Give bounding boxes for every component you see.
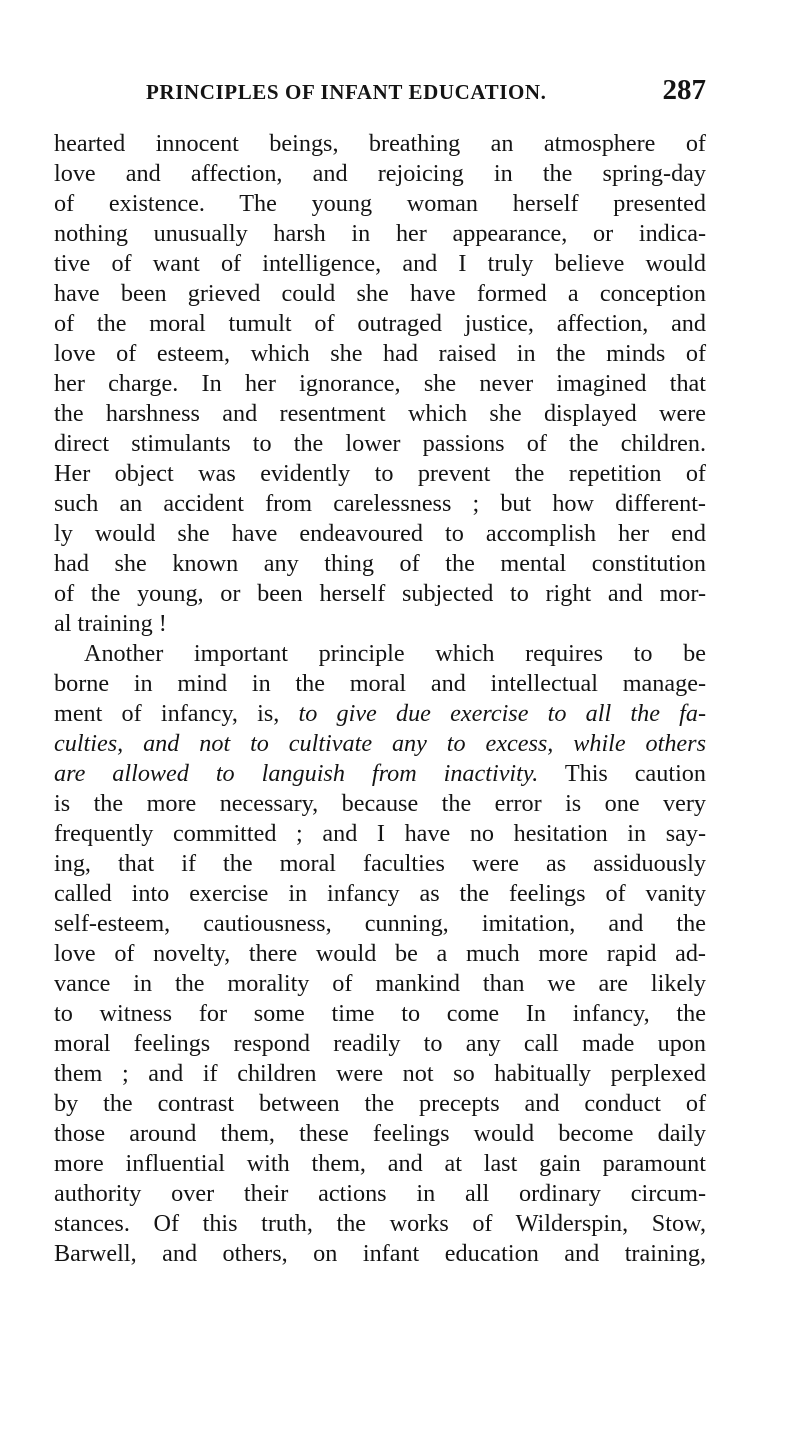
paragraph-first-line: Another important principle which requires to be [84, 640, 706, 667]
text-run: ment of infancy, is, [54, 700, 280, 727]
italic-text-run: culties, and not to cultivate any to excess, while others [54, 730, 706, 757]
text-line: have been grieved could she have formed a conception [54, 280, 706, 307]
text-line: stances. Of this truth, the works of Wilderspin, Stow, [54, 1210, 706, 1237]
running-title: PRINCIPLES OF INFANT EDUCATION. [146, 80, 547, 104]
text-line: tive of want of intelligence, and I truly believe would [54, 250, 706, 277]
text-line: nothing unusually harsh in her appearance, or indica- [54, 220, 706, 247]
italic-text-line [54, 729, 706, 759]
text-line: them ; and if children were not so habitually perplexed [54, 1060, 706, 1087]
text-line: Barwell, and others, on infant education and training, [54, 1240, 706, 1267]
text-line: love and affection, and rejoicing in the spring-day [54, 160, 706, 187]
page-number: 287 [662, 74, 706, 106]
text-line: those around them, these feelings would become daily [54, 1120, 706, 1147]
text-line: love of novelty, there would be a much more rapid ad- [54, 940, 706, 967]
text-line: Her object was evidently to prevent the repetition of [54, 460, 706, 487]
text-line: al training ! [54, 610, 167, 637]
text-line: is the more necessary, because the error is one very [54, 790, 706, 817]
text-line: of the moral tumult of outraged justice, affection, and [54, 310, 706, 337]
text-line: ly would she have endeavoured to accomplish her end [54, 520, 706, 547]
text-line: by the contrast between the precepts and conduct of [54, 1090, 706, 1117]
text-line: authority over their actions in all ordinary circum- [54, 1180, 706, 1207]
text-line-with-italic [54, 759, 706, 789]
text-line: love of esteem, which she had raised in the minds of [54, 340, 706, 367]
text-line: to witness for some time to come In infancy, the [54, 1000, 706, 1027]
text-line: ing, that if the moral faculties were as assiduously [54, 850, 706, 877]
text-line: had she known any thing of the mental constitution [54, 550, 706, 577]
text-line: vance in the morality of mankind than we are likely [54, 970, 706, 997]
text-line: her charge. In her ignorance, she never imagined that [54, 370, 706, 397]
text-line: frequently committed ; and I have no hesitation in say- [54, 820, 706, 847]
text-line: hearted innocent beings, breathing an atmosphere of [54, 130, 706, 157]
text-line: borne in mind in the moral and intellectual manage- [54, 670, 706, 697]
text-line: more influential with them, and at last gain paramount [54, 1150, 706, 1177]
text-run: This caution [564, 760, 706, 787]
italic-text-run: to give due exercise to all the fa- [298, 700, 706, 727]
text-line: of the young, or been herself subjected to right and mor- [54, 580, 706, 607]
italic-text-run: are allowed to languish from inactivity. [54, 760, 539, 787]
text-line: moral feelings respond readily to any call made upon [54, 1030, 706, 1057]
text-line: self-esteem, cautiousness, cunning, imitation, and the [54, 910, 706, 937]
text-line: such an accident from carelessness ; but how different- [54, 490, 706, 517]
text-line: the harshness and resentment which she displayed were [54, 400, 706, 427]
text-line-with-italic [54, 699, 706, 729]
text-line: of existence. The young woman herself presented [54, 190, 706, 217]
text-line: called into exercise in infancy as the feelings of vanity [54, 880, 706, 907]
text-line: direct stimulants to the lower passions of the children. [54, 430, 706, 457]
